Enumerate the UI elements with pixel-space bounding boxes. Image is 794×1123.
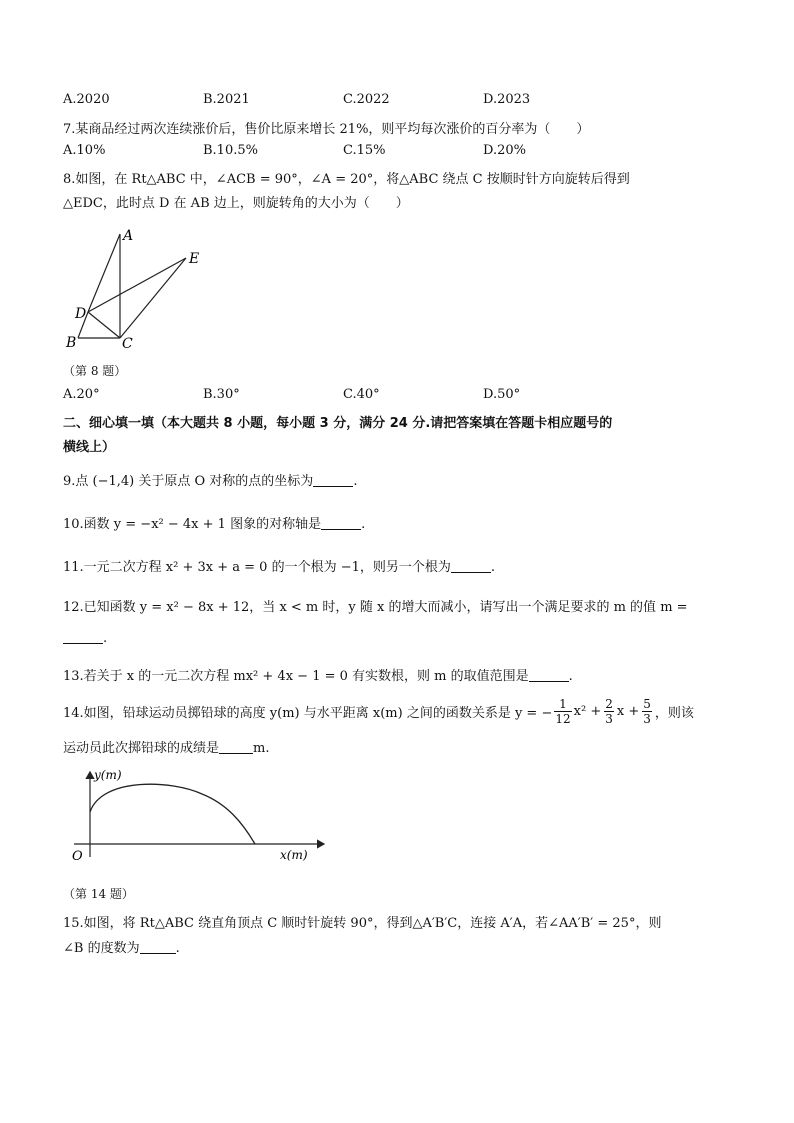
q15-answer-blank[interactable]: [140, 941, 176, 954]
q15-line2: [63, 937, 180, 956]
q14-figure: [62, 762, 332, 872]
q14-answer-blank[interactable]: [219, 741, 253, 754]
q12-line2: [63, 631, 107, 646]
q13-end: .: [568, 669, 573, 684]
q14-end: m.: [253, 741, 270, 756]
q11-answer-blank[interactable]: [451, 560, 491, 573]
q7-option-a: A.10%: [63, 143, 106, 158]
frac2-den: 3: [605, 711, 613, 726]
q12-end: .: [103, 631, 108, 646]
frac1-den: 12: [555, 711, 571, 726]
q10-end: .: [361, 517, 366, 532]
q10: [63, 513, 365, 532]
segment-dc: [88, 312, 120, 338]
frac3-den: 3: [643, 711, 651, 726]
q6-option-a: A.2020: [63, 92, 110, 107]
q14-line2-text: 运动员此次掷铅球的成绩是: [63, 741, 220, 756]
q8-option-b: B.30°: [203, 387, 240, 402]
q14-caption: （第 14 题）: [63, 887, 134, 901]
q9: [63, 470, 357, 489]
frac1-num: 1: [559, 696, 567, 711]
label-e: E: [189, 251, 200, 267]
q7-option-c: C.15%: [343, 143, 386, 158]
q13-text: 13.若关于 x 的一元二次方程 mx² + 4x − 1 = 0 有实数根，则 m 的取值范围是: [63, 669, 529, 684]
q6-option-c: C.2022: [343, 92, 390, 107]
q11-text: 11.一元二次方程 x² + 3x + a = 0 的一个根为 −1，则另一个根为: [63, 560, 451, 575]
q9-answer-blank[interactable]: [313, 474, 353, 487]
x-axis-label: x(m): [280, 848, 308, 862]
q9-end: .: [353, 474, 358, 489]
frac2-num: 2: [605, 696, 613, 711]
q14-text: 14.如图，铅球运动员掷铅球的高度 y(m) 与水平距离 x(m) 之间的函数关系是 y = −: [63, 705, 553, 721]
q8-figure: [60, 222, 220, 352]
q14-tail: ，则该: [654, 705, 694, 721]
q14-mid1: x² +: [573, 703, 602, 719]
q10-text: 10.函数 y = −x² − 4x + 1 图象的对称轴是: [63, 517, 322, 532]
q6-option-d: D.2023: [483, 92, 531, 107]
q7-option-b: B.10.5%: [203, 143, 258, 158]
frac3-num: 5: [643, 696, 651, 711]
segment-ad: [88, 234, 120, 312]
trajectory-curve: [90, 784, 255, 844]
label-b: B: [66, 335, 77, 351]
segment-ec: [120, 258, 186, 338]
q15-line2-text: ∠B 的度数为: [63, 941, 140, 956]
q8-line1: 8.如图，在 Rt△ABC 中，∠ACB = 90°，∠A = 20°，将△ABC 绕点 C 按顺时针方向旋转后得到: [63, 172, 630, 187]
label-a: A: [123, 228, 134, 244]
section2-heading-line1: 二、细心填一填（本大题共 8 小题，每小题 3 分，满分 24 分.请把答案填在答题卡相应题号的: [63, 416, 613, 431]
q15-end: .: [175, 941, 180, 956]
q14-fraction-2: [604, 697, 614, 726]
q14-line2: [63, 737, 269, 756]
y-axis-label: y(m): [94, 768, 122, 782]
label-d: D: [75, 306, 87, 322]
q10-answer-blank[interactable]: [321, 517, 361, 530]
q7-option-d: D.20%: [483, 143, 526, 158]
q11: [63, 556, 495, 575]
q8-option-a: A.20°: [63, 387, 100, 402]
q9-text: 9.点 (−1,4) 关于原点 O 对称的点的坐标为: [63, 474, 314, 489]
segment-de: [88, 258, 186, 312]
q14-fraction-1: [554, 697, 571, 726]
q12-text: 12.已知函数 y = x² − 8x + 12，当 x < m 时，y 随 x 的增大而减小，请写出一个满足要求的 m 的值 m =: [63, 600, 688, 615]
q14-fraction-3: [642, 697, 652, 726]
q8-line2: △EDC，此时点 D 在 AB 边上，则旋转角的大小为（ ）: [63, 196, 409, 211]
q13-answer-blank[interactable]: [529, 669, 569, 682]
q14-mid2: x +: [616, 703, 640, 719]
section2-heading-line2: 横线上）: [63, 440, 116, 455]
label-c: C: [122, 336, 133, 352]
q12-answer-blank[interactable]: [63, 631, 103, 644]
q15-text: 15.如图，将 Rt△ABC 绕直角顶点 C 顺时针旋转 90°，得到△A′B′C，连接 A′A，若∠AA′B′ = 25°，则: [63, 916, 662, 931]
q14-line1: [63, 694, 694, 728]
q8-option-c: C.40°: [343, 387, 380, 402]
q6-option-b: B.2021: [203, 92, 250, 107]
q11-end: .: [490, 560, 496, 575]
q13: [63, 665, 573, 684]
origin-label: O: [72, 849, 83, 864]
q7-text: 7.某商品经过两次连续涨价后，售价比原来增长 21%，则平均每次涨价的百分率为（ ）: [63, 122, 590, 137]
q8-option-d: D.50°: [483, 387, 521, 402]
q8-caption: （第 8 题）: [63, 364, 127, 378]
